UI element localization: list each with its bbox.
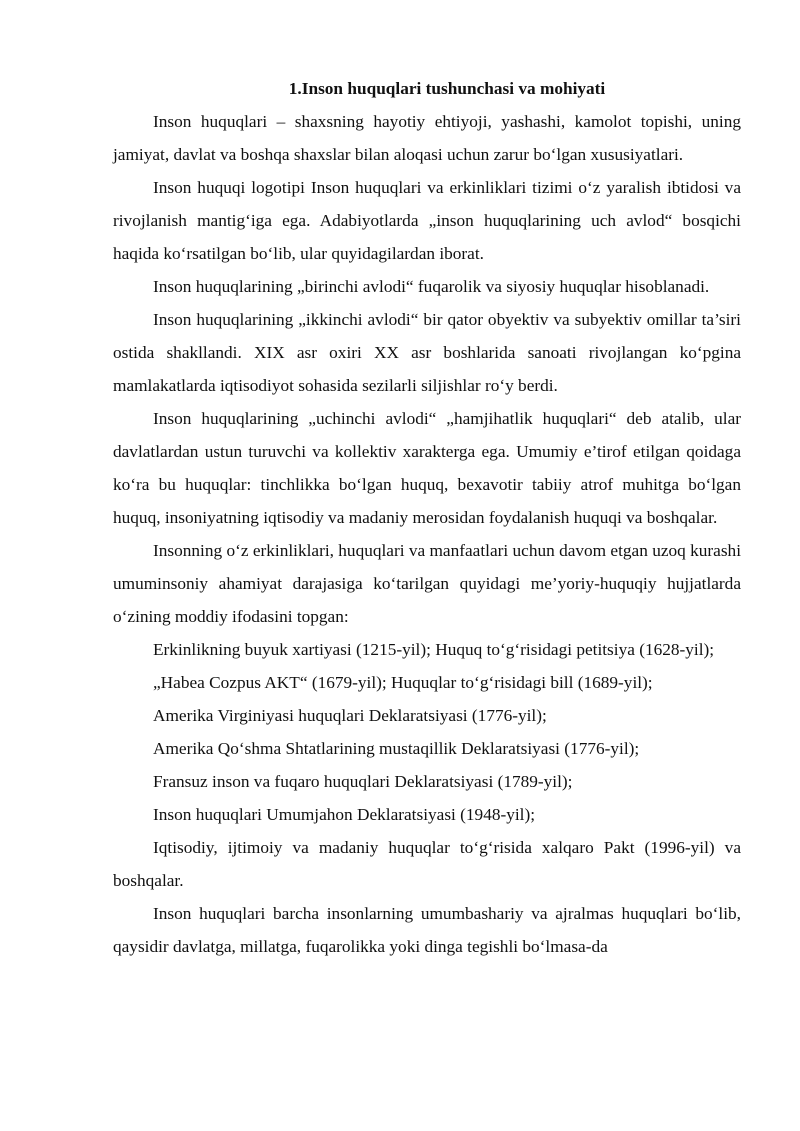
list-item-virginia-declaration: Amerika Virginiyasi huquqlari Deklaratsiyasi (1776-yil); (153, 706, 547, 725)
list-item-universal-declaration: Inson huquqlari Umumjahon Deklaratsiyasi (1948-yil); (153, 805, 536, 824)
paragraph-generations-intro: Inson huquqi logotipi Inson huquqlari va erkinliklari tizimi o‘z yaralish ibtidosi va rivojlanish mantig‘iga ega. Adabiyotlarda „inson huquqlarining uch avlod“ bosqichi haqida ko‘rsatilgan bo‘lib, ular quyidagilardan iborat. (113, 178, 741, 263)
paragraph-first-generation: Inson huquqlarining „birinchi avlodi“ fuqarolik va siyosiy huquqlar hisoblanadi. (153, 277, 710, 296)
document-page (113, 72, 741, 963)
list-item-magna-carta: Erkinlikning buyuk xartiyasi (1215-yil); Huquq to‘g‘risidagi petitsiya (1628-yil); (153, 640, 715, 659)
page-title: 1.Inson huquqlari tushunchasi va mohiyati (288, 79, 606, 98)
paragraph-universal-rights: Inson huquqlari barcha insonlarning umumbashariy va ajralmas huquqlari bo‘lib, qaysidir davlatga, millatga, fuqarolikka yoki dinga tegishli bo‘lmasa-da (113, 904, 741, 956)
paragraph-documents-intro: Insonning o‘z erkinliklari, huquqlari va manfaatlari uchun davom etgan uzoq kurashi umuminsoniy ahamiyat darajasiga ko‘tarilgan quyidagi me’yoriy-huquqiy hujjatlarda o‘zining moddiy ifodasini topgan: (113, 541, 741, 626)
list-item-french-declaration: Fransuz inson va fuqaro huquqlari Deklaratsiyasi (1789-yil); (153, 772, 573, 791)
list-item-us-independence: Amerika Qo‘shma Shtatlarining mustaqillik Deklaratsiyasi (1776-yil); (153, 739, 640, 758)
list-item-habeas-corpus: „Habea Cozpus AKT“ (1679-yil); Huquqlar to‘g‘risidagi bill (1689-yil); (153, 673, 653, 692)
list-item-covenant: Iqtisodiy, ijtimoiy va madaniy huquqlar to‘g‘risida xalqaro Pakt (1996-yil) va boshqalar. (113, 838, 741, 890)
paragraph-definition: Inson huquqlari – shaxsning hayotiy ehtiyoji, yashashi, kamolot topishi, uning jamiyat, davlat va boshqa shaxslar bilan aloqasi uchun zarur bo‘lgan xususiyatlari. (113, 112, 741, 164)
paragraph-second-generation: Inson huquqlarining „ikkinchi avlodi“ bir qator obyektiv va subyektiv omillar ta’siri ostida shakllandi. XIX asr oxiri XX asr boshlarida sanoati rivojlangan ko‘pgina mamlakatlarda iqtisodiyot sohasida sezilarli siljishlar ro‘y berdi. (113, 310, 741, 395)
paragraph-third-generation: Inson huquqlarining „uchinchi avlodi“ „hamjihatlik huquqlari“ deb atalib, ular davlatlardan ustun turuvchi va kollektiv xarakterga ega. Umumiy e’tirof etilgan qoidaga ko‘ra bu huquqlar: tinchlikka bo‘lgan huquq, bexavotir tabiiy atrof muhitga bo‘lgan huquq, insoniyatning iqtisodiy va madaniy merosidan foydalanish huquqi va boshqalar. (113, 409, 741, 527)
